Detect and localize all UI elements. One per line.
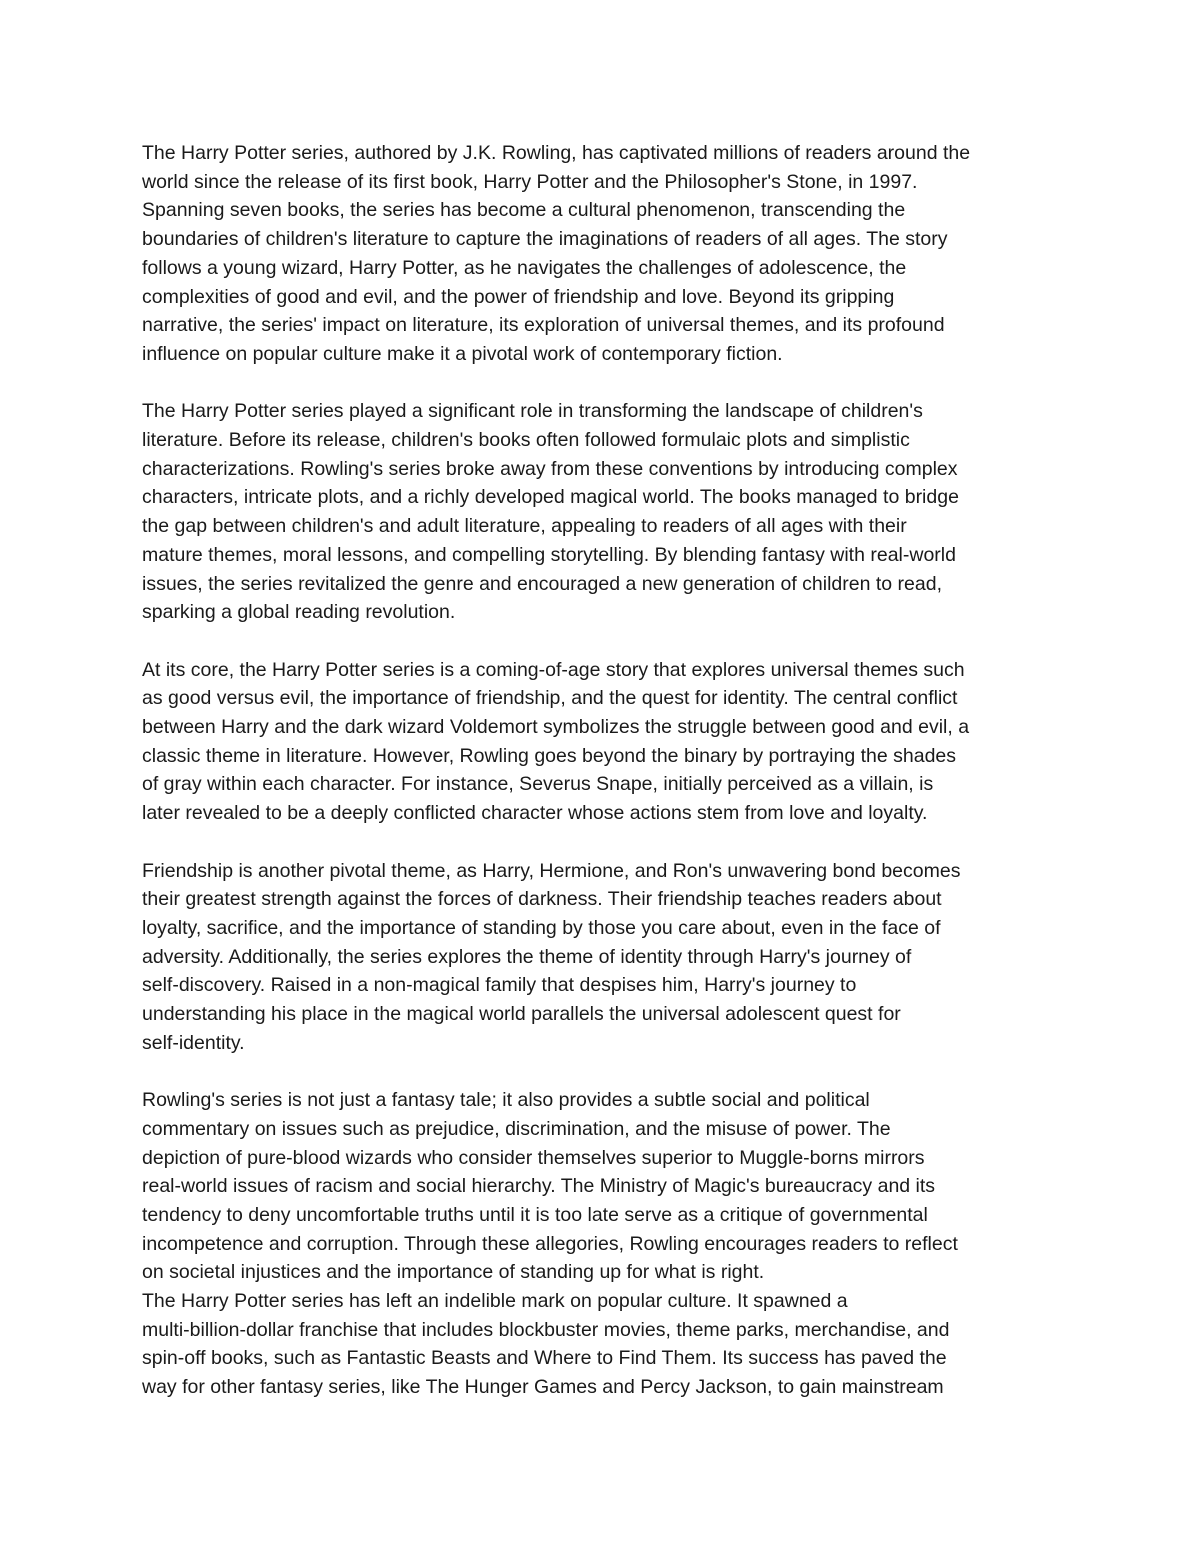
text-line: complexities of good and evil, and the power of friendship and love. Beyond its gripping [142,285,895,308]
text-line: world since the release of its first book, Harry Potter and the Philosopher's Stone, in 1997. [142,170,918,193]
paragraph-introduction [142,139,1072,369]
text-line: multi-billion-dollar franchise that includes blockbuster movies, theme parks, merchandise, and [142,1318,950,1341]
paragraph-friendship [142,857,1072,1058]
text-line: their greatest strength against the forces of darkness. Their friendship teaches readers about [142,888,942,911]
text-line: self-discovery. Raised in a non-magical family that despises him, Harry's journey to [142,974,857,997]
text-line: narrative, the series' impact on literature, its exploration of universal themes, and its profound [142,314,945,337]
text-line: Spanning seven books, the series has become a cultural phenomenon, transcending the [142,199,906,222]
text-line: tendency to deny uncomfortable truths until it is too late serve as a critique of governmental [142,1203,928,1226]
text-line: At its core, the Harry Potter series is a coming-of-age story that explores universal themes such [142,658,965,681]
text-line: self-identity. [142,1031,245,1054]
text-line: commentary on issues such as prejudice, discrimination, and the misuse of power. The [142,1117,891,1140]
text-line: the gap between children's and adult literature, appealing to readers of all ages with their [142,515,907,538]
text-line: The Harry Potter series, authored by J.K. Rowling, has captivated millions of readers around the [142,142,971,164]
text-line: spin-off books, such as Fantastic Beasts and Where to Find Them. Its success has paved the [142,1347,947,1370]
paragraph-social-commentary [142,1086,1072,1287]
text-line: Rowling's series is not just a fantasy tale; it also provides a subtle social and political [142,1089,870,1112]
paragraph-childrens-literature [142,397,1072,627]
paragraph-popular-culture [142,1287,1072,1402]
text-line: depiction of pure-blood wizards who consider themselves superior to Muggle-borns mirrors [142,1146,925,1169]
text-line: boundaries of children's literature to capture the imaginations of readers of all ages. The story [142,228,948,251]
text-line: understanding his place in the magical world parallels the universal adolescent quest for [142,1003,901,1026]
text-line: mature themes, moral lessons, and compelling storytelling. By blending fantasy with real-world [142,543,956,566]
text-line: issues, the series revitalized the genre and encouraged a new generation of children to read, [142,572,943,595]
text-line: influence on popular culture make it a pivotal work of contemporary fiction. [142,342,783,365]
text-line: classic theme in literature. However, Rowling goes beyond the binary by portraying the shades [142,744,957,767]
text-line: loyalty, sacrifice, and the importance of standing by those you care about, even in the face of [142,916,941,939]
text-line: characters, intricate plots, and a richly developed magical world. The books managed to bridge [142,486,959,509]
text-line: adversity. Additionally, the series explores the theme of identity through Harry's journey of [142,945,912,968]
text-line: The Harry Potter series played a significant role in transforming the landscape of children's [142,400,923,423]
text-line: Friendship is another pivotal theme, as Harry, Hermione, and Ron's unwavering bond becomes [142,859,961,882]
text-line: sparking a global reading revolution. [142,601,456,624]
text-line: way for other fantasy series, like The Hunger Games and Percy Jackson, to gain mainstream [142,1376,944,1399]
text-line: The Harry Potter series has left an indelible mark on popular culture. It spawned a [142,1290,848,1313]
text-line: characterizations. Rowling's series broke away from these conventions by introducing complex [142,457,958,480]
text-line: later revealed to be a deeply conflicted character whose actions stem from love and loyalty. [142,802,928,825]
text-line: real-world issues of racism and social hierarchy. The Ministry of Magic's bureaucracy and its [142,1175,936,1198]
text-line: literature. Before its release, children's books often followed formulaic plots and simplistic [142,429,910,452]
text-line: follows a young wizard, Harry Potter, as he navigates the challenges of adolescence, the [142,256,907,279]
text-line: between Harry and the dark wizard Voldemort symbolizes the struggle between good and evil, a [142,716,970,739]
text-line: of gray within each character. For instance, Severus Snape, initially perceived as a villain, is [142,773,934,796]
paragraph-universal-themes [142,656,1072,828]
document-body [142,139,1072,1402]
text-line: incompetence and corruption. Through these allegories, Rowling encourages readers to reflect [142,1232,958,1255]
text-line: as good versus evil, the importance of friendship, and the quest for identity. The central conflict [142,687,958,710]
text-line: on societal injustices and the importance of standing up for what is right. [142,1261,765,1284]
